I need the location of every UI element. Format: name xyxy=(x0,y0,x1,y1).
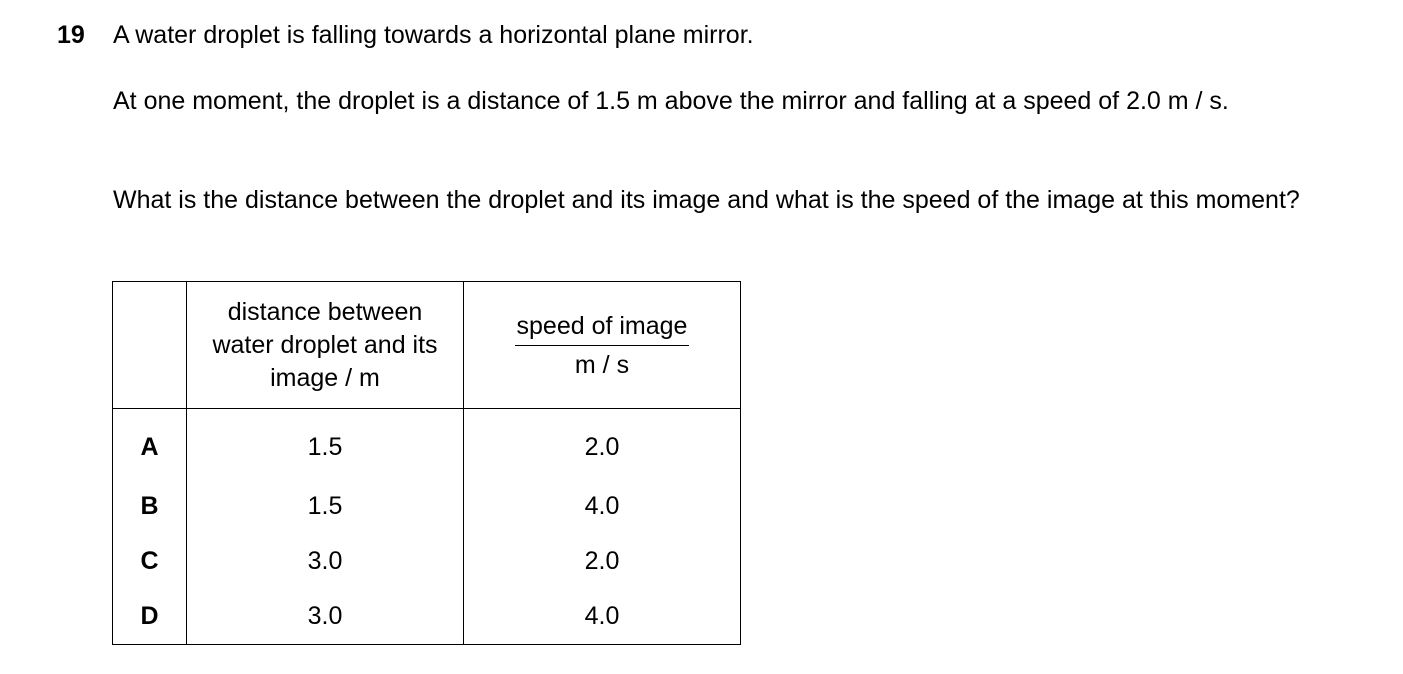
option-distance: 1.5 xyxy=(187,479,464,534)
option-row-d[interactable] xyxy=(113,589,741,645)
option-letter: C xyxy=(113,534,187,589)
header-speed-cell xyxy=(464,282,741,409)
table-header-row xyxy=(113,282,741,409)
answer-options-table xyxy=(112,281,741,645)
option-letter: D xyxy=(113,589,187,645)
header-speed-fraction xyxy=(515,311,690,380)
option-distance: 1.5 xyxy=(187,409,464,480)
question-number: 19 xyxy=(57,21,85,49)
header-distance-cell xyxy=(187,282,464,409)
option-speed: 2.0 xyxy=(464,409,741,480)
option-distance: 3.0 xyxy=(187,534,464,589)
question-stem: A water droplet is falling towards a horizontal plane mirror. xyxy=(113,21,754,49)
header-corner-cell xyxy=(113,282,187,409)
option-row-c[interactable] xyxy=(113,534,741,589)
option-letter: A xyxy=(113,409,187,480)
option-row-b[interactable] xyxy=(113,479,741,534)
question-info: At one moment, the droplet is a distance of 1.5 m above the mirror and falling at a speed of 2.0 m / s. xyxy=(113,87,1229,115)
option-letter: B xyxy=(113,479,187,534)
header-speed-unit: m / s xyxy=(574,350,630,379)
question-prompt: What is the distance between the droplet and its image and what is the speed of the image at this moment? xyxy=(113,186,1300,214)
header-speed-label: speed of image xyxy=(515,311,690,346)
option-speed: 4.0 xyxy=(464,479,741,534)
option-row-a[interactable] xyxy=(113,409,741,480)
header-distance-label: distance between water droplet and its image / m xyxy=(212,297,438,392)
option-distance: 3.0 xyxy=(187,589,464,645)
option-speed: 4.0 xyxy=(464,589,741,645)
option-speed: 2.0 xyxy=(464,534,741,589)
